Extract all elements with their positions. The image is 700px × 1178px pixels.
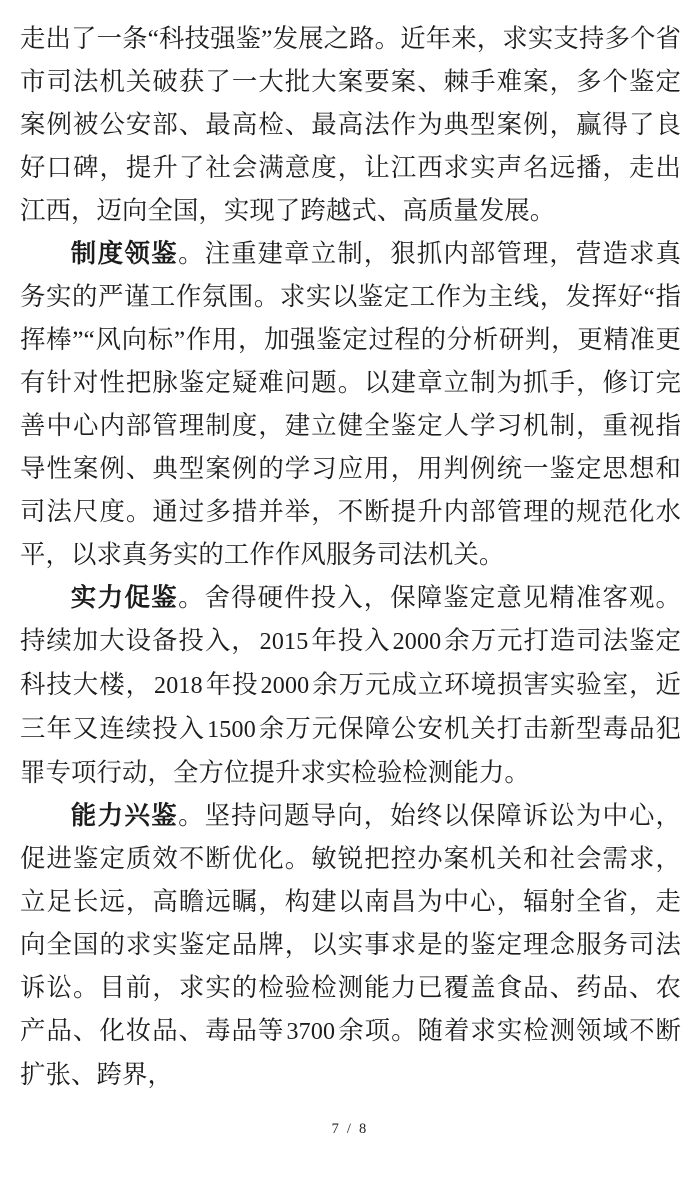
numeral: 2015	[259, 629, 309, 655]
paragraph-lead-p3: 实力促鉴	[70, 584, 179, 612]
page-indicator: 7 / 8	[331, 1121, 369, 1137]
paragraph-lead-p4: 能力兴鉴	[70, 802, 179, 830]
numeral: 1500	[207, 717, 256, 743]
paragraph-p2: 制度领鉴。注重建章立制，狠抓内部管理，营造求真务实的严谨工作氛围。求实以鉴定工作为主线，发挥好“指挥棒”“风向标”作用，加强鉴定过程的分析研判，更精准更有针对性把脉鉴定疑难问题。以建章立制为抓手，修订完善中心内部管理制度，建立健全鉴定人学习机制，重视指导性案例、典型案例的学习应用，用判例统一鉴定思想和司法尺度。通过多措并举，不断提升内部管理的规范化水平，以求真务实的工作作风服务司法机关。	[20, 240, 681, 569]
text-column	[20, 18, 681, 1097]
paragraph-p1: 走出了一条“科技强鉴”发展之路。近年来，求实支持多个省市司法机关破获了一大批大案要案、棘手难案，多个鉴定案例被公安部、最高检、最高法作为典型案例，赢得了良好口碑，提升了社会满意度，让江西求实声名远播，走出江西，迈向全国，实现了跨越式、高质量发展。	[20, 25, 681, 225]
paragraph-lead-p2: 制度领鉴	[70, 240, 179, 268]
paragraph-p4: 能力兴鉴。坚持问题导向，始终以保障诉讼为中心，促进鉴定质效不断优化。敏锐把控办案机关和社会需求，立足长远，高瞻远瞩，构建以南昌为中心，辐射全省，走向全国的求实鉴定品牌，以实事求是的鉴定理念服务司法诉讼。目前，求实的检验检测能力已覆盖食品、药品、农产品、化妆品、毒品等3700余项。随着求实检测领域不断扩张、跨界，	[20, 802, 682, 1089]
page-footer	[0, 1120, 700, 1138]
paragraph-p3: 实力促鉴。舍得硬件投入，保障鉴定意见精准客观。持续加大设备投入，2015年投入2000余万元打造司法鉴定科技大楼，2018年投2000余万元成立环境损害实验室，近三年又连续投入1500余万元保障公安机关打击新型毒品犯罪专项行动，全方位提升求实检验检测能力。	[20, 584, 682, 787]
numeral: 2000	[260, 673, 310, 699]
numeral: 2018	[154, 673, 203, 699]
numeral: 3700	[286, 1019, 336, 1045]
numeral: 2000	[392, 629, 442, 655]
